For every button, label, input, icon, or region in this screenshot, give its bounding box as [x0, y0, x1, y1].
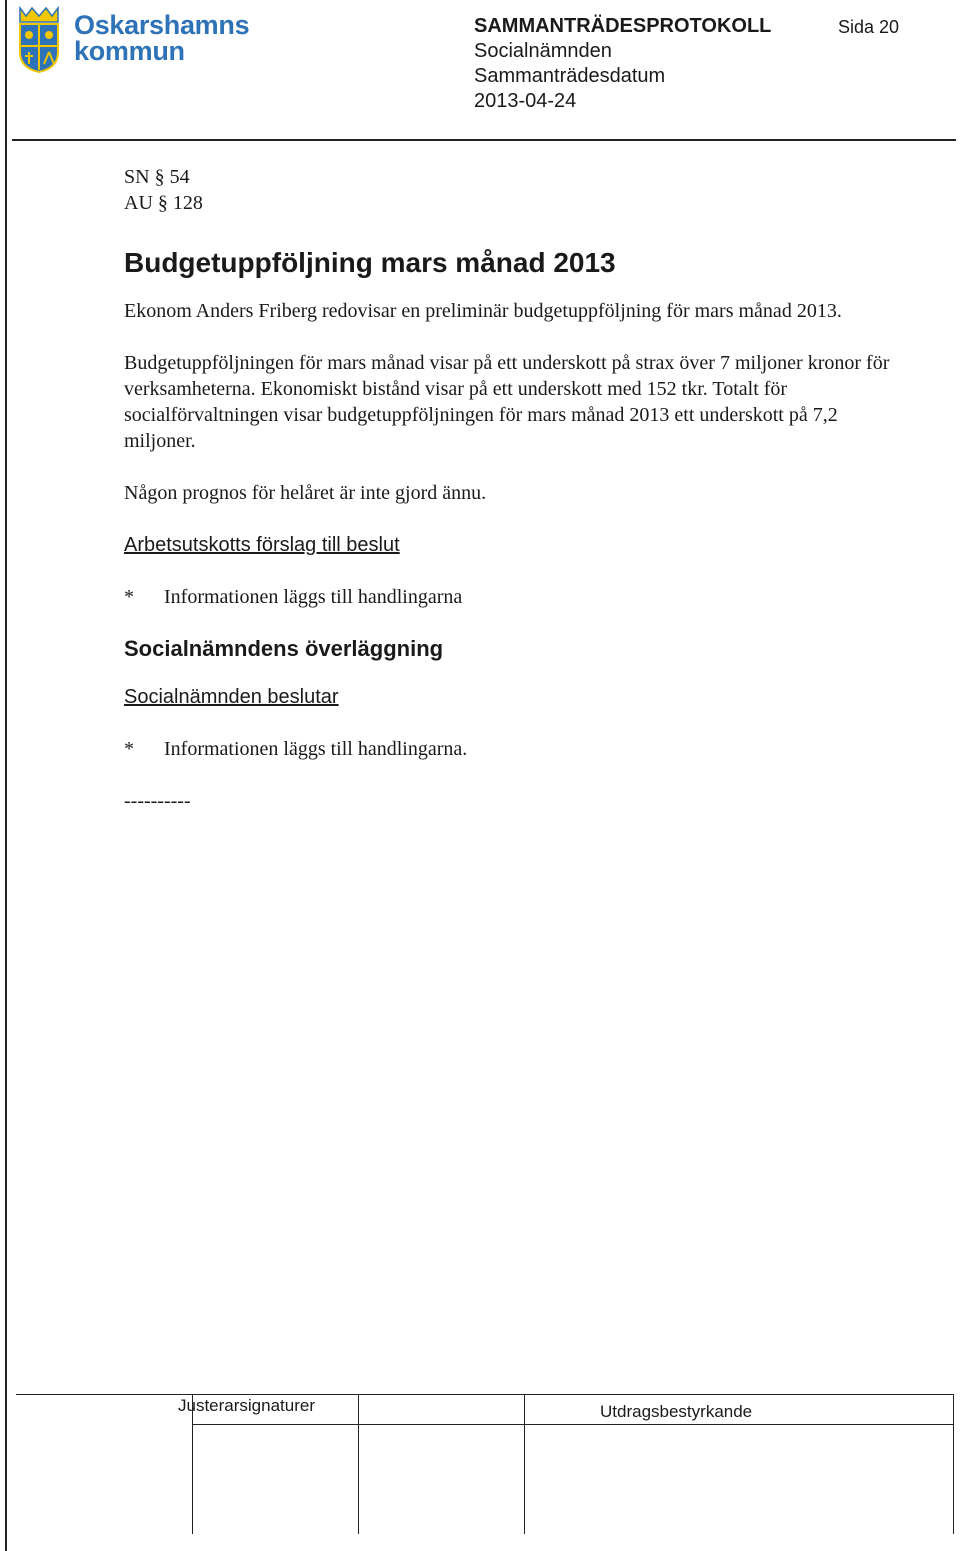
- proposal-bullet: [124, 584, 914, 610]
- footer-top-rule: [16, 1394, 954, 1395]
- signature-footer: [16, 1394, 954, 1534]
- sn-reference: SN § 54: [124, 166, 190, 188]
- municipality-logo: [16, 6, 266, 76]
- paragraph-forecast: Någon prognos för helåret är inte gjord ännu.: [124, 482, 487, 504]
- committee-name: Socialnämnden: [474, 40, 612, 62]
- end-marker: ----------: [124, 790, 191, 812]
- page-number: Sida 20: [838, 17, 900, 37]
- logo-wordmark: [74, 12, 249, 64]
- au-reference: AU § 128: [124, 192, 203, 214]
- committee-proposal-heading: Arbetsutskotts förslag till beslut: [124, 534, 400, 556]
- bullet-marker: *: [124, 586, 134, 608]
- decision-bullet: [124, 736, 914, 762]
- signatures-label: Justerarsignaturer: [178, 1396, 316, 1415]
- paragraph-budget-result: Budgetuppföljningen för mars månad visar på ett underskott på strax över 7 miljoner kronor för verksamheterna. Ekonomiskt bistånd visar på ett underskott med 152 tkr. Totalt för socialförvaltningen visar budgetuppföljningen för mars månad 2013 ett underskott på 7,2 miljoner.: [124, 352, 890, 452]
- bullet-marker: *: [124, 738, 134, 760]
- deliberation-heading: Socialnämndens överläggning: [124, 636, 444, 661]
- document-header: [474, 14, 771, 114]
- agenda-title: Budgetuppföljning mars månad 2013: [124, 247, 616, 278]
- left-margin-rule: [5, 0, 7, 1551]
- coat-of-arms-icon: [16, 6, 62, 74]
- signature-box-divider: [953, 1394, 954, 1534]
- document-body: [124, 164, 914, 814]
- decision-heading: Socialnämnden beslutar: [124, 686, 339, 708]
- logo-line-1: Oskarshamns: [74, 10, 250, 40]
- logo-line-2: kommun: [74, 36, 185, 66]
- signature-box-divider: [358, 1394, 359, 1534]
- header-divider: [12, 139, 956, 141]
- footer-mid-rule: [192, 1424, 954, 1425]
- paragraph-intro: Ekonom Anders Friberg redovisar en preliminär budgetuppföljning för mars månad 2013.: [124, 300, 842, 322]
- proposal-bullet-text: Informationen läggs till handlingarna: [164, 586, 463, 608]
- extract-certification-label: Utdragsbestyrkande: [600, 1402, 753, 1421]
- date-label: Sammanträdesdatum: [474, 65, 666, 87]
- decision-bullet-text: Informationen läggs till handlingarna.: [164, 738, 468, 760]
- document-type: SAMMANTRÄDESPROTOKOLL: [474, 15, 772, 37]
- meeting-date: 2013-04-24: [474, 90, 577, 112]
- signature-box-divider: [524, 1394, 525, 1534]
